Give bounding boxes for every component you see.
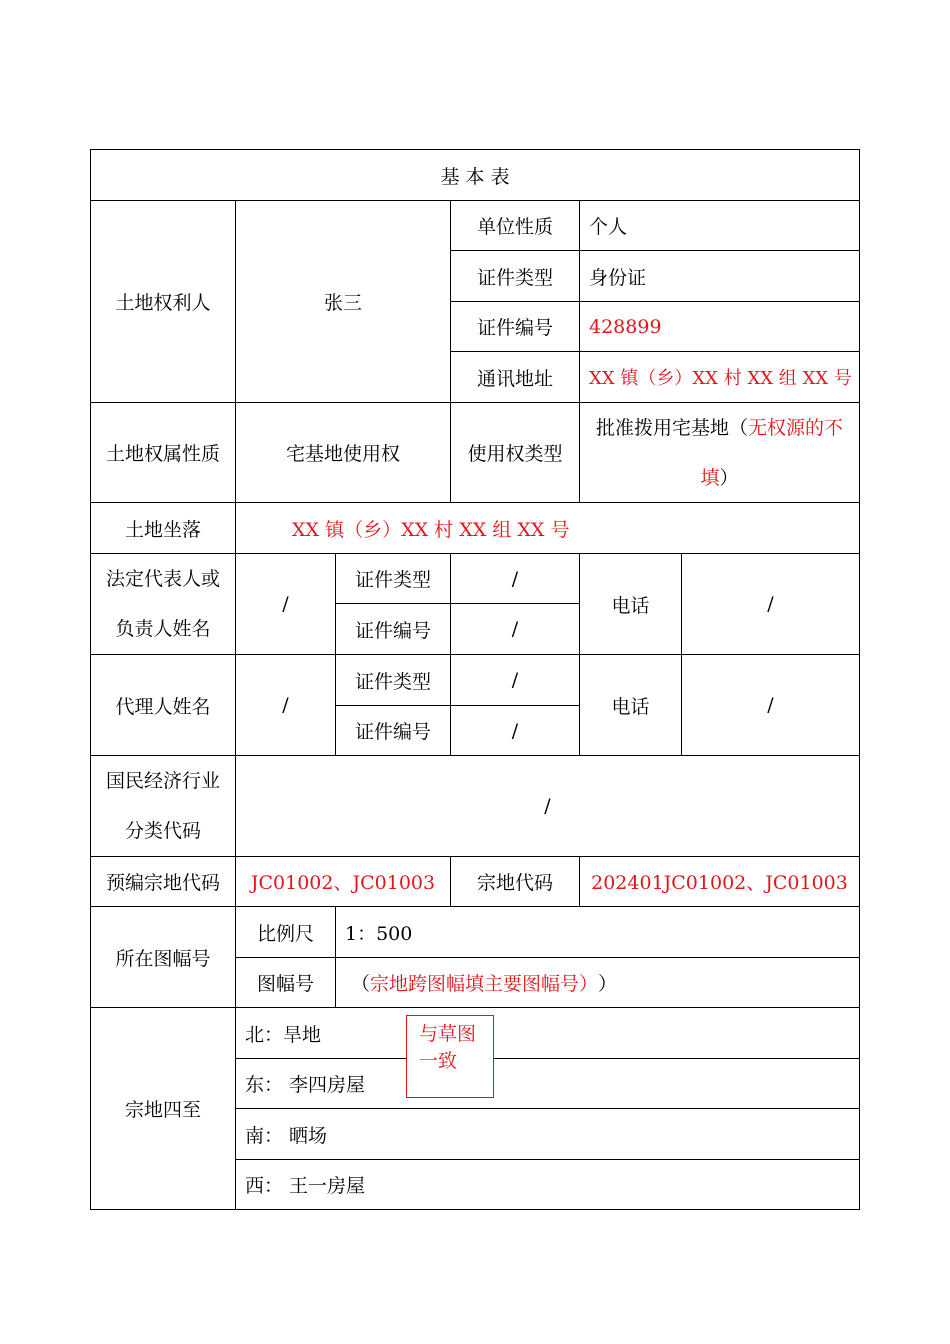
sketch-note-box	[406, 1015, 494, 1098]
id-type-value: 身份证	[589, 266, 647, 289]
address-value: XX 镇（乡）XX 村 XX 组 XX 号	[589, 368, 852, 389]
sheet-no-label: 图幅号	[256, 973, 314, 995]
agent-value: /	[282, 694, 289, 716]
legal-rep-phone-label: 电话	[611, 594, 650, 617]
agent-id-type-value: /	[511, 669, 519, 691]
sheet-no-open: （	[351, 973, 371, 995]
sheet-no-note: 宗地跨图幅填主要图幅号）	[370, 973, 599, 995]
unit-nature-label: 单位性质	[476, 216, 553, 238]
legal-rep-id-number-value: /	[511, 618, 519, 640]
sheet-no-value	[336, 958, 859, 1007]
unit-nature-value: 个人	[589, 216, 628, 238]
scale-value: 1：500	[345, 922, 413, 945]
ownership-nature-value: 宅基地使用权	[285, 443, 400, 465]
sheet-no-close: ）	[598, 973, 618, 995]
industry-code-label	[91, 756, 235, 856]
boundary-north: 北：旱地	[245, 1023, 322, 1046]
agent-phone-label: 电话	[611, 695, 650, 718]
land-owner-label: 土地权利人	[115, 292, 211, 314]
agent-label: 代理人姓名	[115, 695, 211, 718]
industry-code-value: /	[544, 795, 551, 817]
boundary-east: 东： 李四房屋	[245, 1074, 366, 1096]
address-label: 通讯地址	[476, 367, 553, 390]
legal-rep-value: /	[282, 593, 289, 615]
scale-label: 比例尺	[256, 922, 314, 945]
sketch-note-line1: 与草图	[419, 1023, 477, 1045]
parcel-code-label: 宗地代码	[476, 872, 553, 894]
parcel-code-value: 202401JC01002、JC01003	[591, 872, 848, 894]
id-number-label: 证件编号	[476, 317, 553, 339]
use-right-type-value	[580, 403, 859, 502]
pre-parcel-code-value: JC01002、JC01003	[250, 872, 436, 894]
use-right-type-note: 无权源的不	[748, 416, 844, 439]
legal-rep-phone-value: /	[767, 593, 774, 615]
table-title: 基 本 表	[440, 165, 510, 188]
use-right-type-line1	[596, 403, 843, 453]
legal-rep-id-number-label: 证件编号	[354, 619, 431, 642]
map-sheet-label: 所在图幅号	[115, 947, 211, 970]
legal-rep-id-type-label: 证件类型	[354, 569, 431, 591]
use-right-type-note: 填	[700, 466, 720, 489]
location-label: 土地坐落	[124, 518, 201, 541]
legal-rep-label-text: 法定代表人或负责人姓名	[105, 568, 220, 640]
ownership-nature-label: 土地权属性质	[105, 443, 220, 465]
boundary-west: 西： 王一房屋	[245, 1175, 366, 1197]
use-right-type-close: ）	[719, 466, 739, 489]
industry-code-label-text: 国民经济行业分类代码	[105, 770, 220, 842]
location-value: XX 镇（乡）XX 村 XX 组 XX 号	[292, 518, 570, 541]
table-border	[90, 1209, 860, 1210]
use-right-type-text: 批准拨用宅基地（	[595, 416, 748, 439]
land-owner-value: 张三	[323, 292, 362, 314]
agent-id-number-value: /	[511, 719, 519, 742]
id-type-label: 证件类型	[476, 266, 553, 289]
id-number-value: 428899	[589, 315, 662, 338]
legal-rep-label	[91, 554, 235, 654]
sketch-note-line2: 一致	[419, 1050, 458, 1072]
boundary-south: 南： 晒场	[245, 1124, 328, 1147]
agent-id-number-label: 证件编号	[354, 721, 431, 743]
legal-rep-id-type-value: /	[511, 567, 519, 590]
pre-parcel-code-label: 预编宗地代码	[105, 872, 220, 894]
table-border	[859, 149, 860, 1210]
agent-phone-value: /	[767, 694, 774, 716]
boundaries-label: 宗地四至	[124, 1099, 201, 1121]
agent-id-type-label: 证件类型	[354, 670, 431, 693]
use-right-type-line2	[700, 453, 738, 503]
use-right-type-label: 使用权类型	[467, 443, 563, 465]
